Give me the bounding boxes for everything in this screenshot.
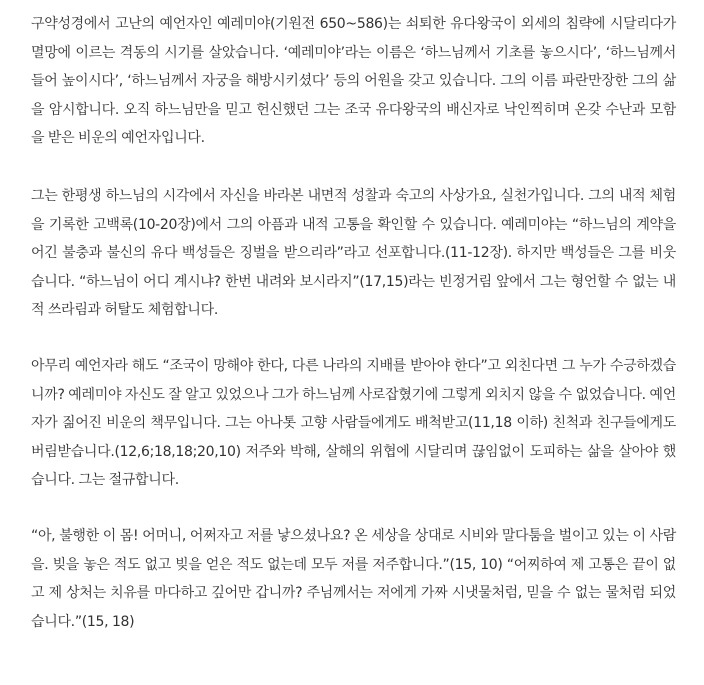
article-body	[0, 10, 704, 685]
paragraph-2: 그는 한평생 하느님의 시각에서 자신을 바라본 내면적 성찰과 숙고의 사상가요, 실천가입니다. 그의 내적 체험을 기록한 고백록(10-20장)에서 그의 아픔과 내적 고통을 확인할 수 있습니다. 예레미야는 “하느님의 계약을 어긴 불충과 불신의 유다 백성들은 징벌을 받으리라”라고 선포합니다.(11-12장). 하지만 백성들은 그를 비웃습니다. “하느님이 어디 계시냐? 한번 내려와 보시라지”(17,15)라는 빈정거림 앞에서 그는 형언할 수 없는 내적 쓰라림과 허탈도 체험합니다.	[31, 187, 676, 319]
paragraph-4: “아, 불행한 이 몸! 어머니, 어쩌자고 저를 낳으셨나요? 온 세상을 상대로 시비와 말다툼을 벌이고 있는 이 사람을. 빚을 놓은 적도 없고 빚을 얻은 적도 없는데 모두 저를 저주합니다.”(15, 10) “어찌하여 제 고통은 끝이 없고 제 상처는 치유를 마다하고 깊어만 갑니까? 주님께서는 저에게 가짜 시냇물처럼, 믿을 수 없는 물처럼 되었습니다.”(15, 18)	[31, 527, 676, 630]
paragraph-1: 구약성경에서 고난의 예언자인 예레미야(기원전 650~586)는 쇠퇴한 유다왕국이 외세의 침략에 시달리다가 멸망에 이르는 격동의 시기를 살았습니다. ‘예레미야’라는 이름은 ‘하느님께서 기초를 놓으시다’, ‘하느님께서 들어 높이시다’, ‘하느님께서 자궁을 해방시키셨다’ 등의 어원을 갖고 있습니다. 그의 이름 파란만장한 그의 삶을 암시합니다. 오직 하느님만을 믿고 헌신했던 그는 조국 유다왕국의 배신자로 낙인찍히며 온갖 수난과 모함을 받은 비운의 예언자입니다.	[31, 16, 676, 147]
paragraph-3: 아무리 예언자라 해도 “조국이 망해야 한다, 다른 나라의 지배를 받아야 한다”고 외친다면 그 누가 수긍하겠습니까? 예레미야 자신도 잘 알고 있었으나 그가 하느님께 사로잡혔기에 그렇게 외치지 않을 수 없었습니다. 예언자가 짊어진 비운의 책무입니다. 그는 아나톳 고향 사람들에게도 배척받고(11,18 이하) 친척과 친구들에게도 버림받습니다.(12,6;18,18;20,10) 저주와 박해, 살해의 위협에 시달리며 끊임없이 도피하는 삶을 살아야 했습니다. 그는 절규합니다.	[31, 357, 676, 489]
